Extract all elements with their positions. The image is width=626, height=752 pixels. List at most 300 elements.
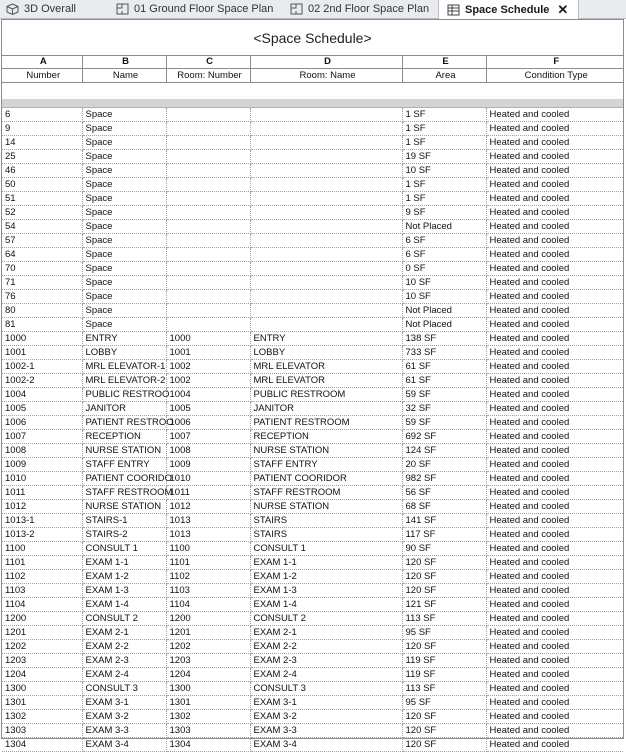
cell-name[interactable]: Space xyxy=(82,220,166,234)
cell-number[interactable]: 1013-1 xyxy=(2,514,82,528)
cell-room-number[interactable] xyxy=(166,276,250,290)
cell-room-number[interactable]: 1010 xyxy=(166,472,250,486)
table-row[interactable] xyxy=(2,654,623,668)
cell-room-number[interactable]: 1302 xyxy=(166,710,250,724)
cell-number[interactable]: 1201 xyxy=(2,626,82,640)
column-letter[interactable]: D xyxy=(250,56,402,69)
cell-number[interactable]: 1200 xyxy=(2,612,82,626)
cell-room-number[interactable]: 1102 xyxy=(166,570,250,584)
cell-room-number[interactable] xyxy=(166,220,250,234)
cell-room-number[interactable]: 1101 xyxy=(166,556,250,570)
cell-condition-type[interactable]: Heated and cooled xyxy=(486,626,623,640)
cell-room-number[interactable]: 1000 xyxy=(166,332,250,346)
cell-room-name[interactable]: CONSULT 2 xyxy=(250,612,402,626)
table-row[interactable] xyxy=(2,150,623,164)
cell-room-name[interactable]: EXAM 1-3 xyxy=(250,584,402,598)
cell-area[interactable]: 113 SF xyxy=(402,682,486,696)
table-row[interactable] xyxy=(2,234,623,248)
cell-room-number[interactable]: 1204 xyxy=(166,668,250,682)
cell-condition-type[interactable]: Heated and cooled xyxy=(486,346,623,360)
table-row[interactable] xyxy=(2,108,623,122)
table-row[interactable] xyxy=(2,136,623,150)
cell-area[interactable]: 141 SF xyxy=(402,514,486,528)
cell-number[interactable]: 51 xyxy=(2,192,82,206)
cell-area[interactable]: 120 SF xyxy=(402,724,486,738)
cell-area[interactable]: 59 SF xyxy=(402,416,486,430)
cell-room-name[interactable] xyxy=(250,318,402,332)
cell-condition-type[interactable]: Heated and cooled xyxy=(486,724,623,738)
cell-name[interactable]: STAFF ENTRY xyxy=(82,458,166,472)
cell-condition-type[interactable]: Heated and cooled xyxy=(486,696,623,710)
cell-area[interactable]: 113 SF xyxy=(402,612,486,626)
cell-name[interactable]: Space xyxy=(82,122,166,136)
cell-number[interactable]: 1004 xyxy=(2,388,82,402)
cell-area[interactable]: 6 SF xyxy=(402,234,486,248)
cell-number[interactable]: 1304 xyxy=(2,738,82,752)
cell-condition-type[interactable]: Heated and cooled xyxy=(486,612,623,626)
cell-area[interactable]: 692 SF xyxy=(402,430,486,444)
column-header-room-name[interactable]: Room: Name xyxy=(250,69,402,83)
cell-room-name[interactable] xyxy=(250,206,402,220)
cell-condition-type[interactable]: Heated and cooled xyxy=(486,682,623,696)
cell-number[interactable]: 71 xyxy=(2,276,82,290)
cell-name[interactable]: CONSULT 3 xyxy=(82,682,166,696)
cell-area[interactable]: 120 SF xyxy=(402,710,486,724)
cell-room-name[interactable]: NURSE STATION xyxy=(250,500,402,514)
cell-area[interactable]: 119 SF xyxy=(402,668,486,682)
cell-number[interactable]: 50 xyxy=(2,178,82,192)
cell-room-name[interactable]: JANITOR xyxy=(250,402,402,416)
cell-area[interactable]: 982 SF xyxy=(402,472,486,486)
cell-room-number[interactable]: 1203 xyxy=(166,654,250,668)
cell-number[interactable]: 25 xyxy=(2,150,82,164)
tab-space-schedule[interactable] xyxy=(438,0,579,19)
cell-room-number[interactable] xyxy=(166,150,250,164)
cell-area[interactable]: 95 SF xyxy=(402,626,486,640)
cell-room-name[interactable] xyxy=(250,220,402,234)
cell-condition-type[interactable]: Heated and cooled xyxy=(486,332,623,346)
cell-room-name[interactable]: CONSULT 1 xyxy=(250,542,402,556)
cell-number[interactable]: 46 xyxy=(2,164,82,178)
cell-name[interactable]: MRL ELEVATOR-1 xyxy=(82,360,166,374)
cell-number[interactable]: 1303 xyxy=(2,724,82,738)
cell-name[interactable]: STAFF RESTROOM xyxy=(82,486,166,500)
cell-room-number[interactable]: 1202 xyxy=(166,640,250,654)
cell-number[interactable]: 80 xyxy=(2,304,82,318)
cell-room-number[interactable]: 1007 xyxy=(166,430,250,444)
table-row[interactable] xyxy=(2,640,623,654)
cell-condition-type[interactable]: Heated and cooled xyxy=(486,360,623,374)
cell-room-number[interactable] xyxy=(166,234,250,248)
table-row[interactable] xyxy=(2,514,623,528)
table-row[interactable] xyxy=(2,374,623,388)
cell-room-number[interactable]: 1303 xyxy=(166,724,250,738)
table-row[interactable] xyxy=(2,318,623,332)
cell-room-number[interactable] xyxy=(166,290,250,304)
cell-room-name[interactable] xyxy=(250,136,402,150)
cell-room-number[interactable] xyxy=(166,192,250,206)
cell-room-name[interactable]: EXAM 3-2 xyxy=(250,710,402,724)
cell-condition-type[interactable]: Heated and cooled xyxy=(486,458,623,472)
cell-condition-type[interactable]: Heated and cooled xyxy=(486,640,623,654)
cell-condition-type[interactable]: Heated and cooled xyxy=(486,668,623,682)
cell-area[interactable]: 1 SF xyxy=(402,178,486,192)
table-row[interactable] xyxy=(2,500,623,514)
cell-name[interactable]: STAIRS-2 xyxy=(82,528,166,542)
cell-area[interactable]: 121 SF xyxy=(402,598,486,612)
cell-condition-type[interactable]: Heated and cooled xyxy=(486,150,623,164)
table-row[interactable] xyxy=(2,738,623,752)
cell-condition-type[interactable]: Heated and cooled xyxy=(486,262,623,276)
table-row[interactable] xyxy=(2,556,623,570)
cell-room-name[interactable]: EXAM 3-1 xyxy=(250,696,402,710)
column-letter[interactable]: E xyxy=(402,56,486,69)
table-row[interactable] xyxy=(2,206,623,220)
cell-room-number[interactable] xyxy=(166,108,250,122)
cell-condition-type[interactable]: Heated and cooled xyxy=(486,374,623,388)
cell-name[interactable]: EXAM 1-2 xyxy=(82,570,166,584)
column-header-name[interactable]: Name xyxy=(82,69,166,83)
cell-room-number[interactable]: 1013 xyxy=(166,528,250,542)
table-row[interactable] xyxy=(2,724,623,738)
cell-name[interactable]: Space xyxy=(82,206,166,220)
cell-area[interactable]: 9 SF xyxy=(402,206,486,220)
table-row[interactable] xyxy=(2,164,623,178)
cell-area[interactable]: 124 SF xyxy=(402,444,486,458)
cell-condition-type[interactable]: Heated and cooled xyxy=(486,122,623,136)
cell-number[interactable]: 54 xyxy=(2,220,82,234)
cell-area[interactable]: Not Placed xyxy=(402,220,486,234)
cell-room-number[interactable]: 1006 xyxy=(166,416,250,430)
cell-area[interactable]: Not Placed xyxy=(402,304,486,318)
cell-room-name[interactable] xyxy=(250,276,402,290)
cell-room-number[interactable]: 1011 xyxy=(166,486,250,500)
cell-room-number[interactable]: 1005 xyxy=(166,402,250,416)
cell-room-number[interactable]: 1001 xyxy=(166,346,250,360)
cell-condition-type[interactable]: Heated and cooled xyxy=(486,220,623,234)
cell-name[interactable]: Space xyxy=(82,234,166,248)
cell-condition-type[interactable]: Heated and cooled xyxy=(486,444,623,458)
cell-condition-type[interactable]: Heated and cooled xyxy=(486,192,623,206)
table-row[interactable] xyxy=(2,248,623,262)
cell-area[interactable]: 120 SF xyxy=(402,738,486,752)
cell-room-number[interactable] xyxy=(166,318,250,332)
cell-name[interactable]: Space xyxy=(82,318,166,332)
cell-area[interactable]: 120 SF xyxy=(402,570,486,584)
table-row[interactable] xyxy=(2,276,623,290)
table-row[interactable] xyxy=(2,402,623,416)
cell-room-name[interactable]: EXAM 3-4 xyxy=(250,738,402,752)
column-letter[interactable]: A xyxy=(2,56,82,69)
cell-area[interactable]: 32 SF xyxy=(402,402,486,416)
table-row[interactable] xyxy=(2,290,623,304)
cell-condition-type[interactable]: Heated and cooled xyxy=(486,598,623,612)
cell-condition-type[interactable]: Heated and cooled xyxy=(486,738,623,752)
cell-condition-type[interactable]: Heated and cooled xyxy=(486,402,623,416)
cell-name[interactable]: PATIENT COORIDO xyxy=(82,472,166,486)
cell-room-number[interactable]: 1002 xyxy=(166,360,250,374)
cell-area[interactable]: 61 SF xyxy=(402,374,486,388)
cell-name[interactable]: EXAM 2-1 xyxy=(82,626,166,640)
table-row[interactable] xyxy=(2,178,623,192)
cell-room-number[interactable]: 1300 xyxy=(166,682,250,696)
cell-condition-type[interactable]: Heated and cooled xyxy=(486,542,623,556)
cell-name[interactable]: EXAM 2-3 xyxy=(82,654,166,668)
cell-area[interactable]: 0 SF xyxy=(402,262,486,276)
cell-room-number[interactable]: 1200 xyxy=(166,612,250,626)
table-row[interactable] xyxy=(2,486,623,500)
table-row[interactable] xyxy=(2,444,623,458)
cell-number[interactable]: 1202 xyxy=(2,640,82,654)
cell-room-name[interactable]: MRL ELEVATOR xyxy=(250,374,402,388)
cell-name[interactable]: Space xyxy=(82,248,166,262)
cell-name[interactable]: Space xyxy=(82,192,166,206)
cell-area[interactable]: 19 SF xyxy=(402,150,486,164)
cell-room-number[interactable] xyxy=(166,262,250,276)
cell-room-name[interactable]: STAIRS xyxy=(250,528,402,542)
cell-number[interactable]: 14 xyxy=(2,136,82,150)
cell-room-name[interactable] xyxy=(250,122,402,136)
cell-number[interactable]: 64 xyxy=(2,248,82,262)
cell-room-name[interactable]: EXAM 2-4 xyxy=(250,668,402,682)
cell-room-name[interactable]: LOBBY xyxy=(250,346,402,360)
cell-number[interactable]: 1300 xyxy=(2,682,82,696)
cell-room-number[interactable]: 1304 xyxy=(166,738,250,752)
column-header-number[interactable]: Number xyxy=(2,69,82,83)
table-row[interactable] xyxy=(2,122,623,136)
cell-area[interactable]: 119 SF xyxy=(402,654,486,668)
cell-room-name[interactable]: NURSE STATION xyxy=(250,444,402,458)
table-row[interactable] xyxy=(2,542,623,556)
tab-3d-overall[interactable] xyxy=(6,0,76,18)
table-row[interactable] xyxy=(2,388,623,402)
cell-room-number[interactable]: 1002 xyxy=(166,374,250,388)
cell-area[interactable]: 120 SF xyxy=(402,584,486,598)
cell-name[interactable]: EXAM 3-4 xyxy=(82,738,166,752)
cell-area[interactable]: 90 SF xyxy=(402,542,486,556)
cell-number[interactable]: 1203 xyxy=(2,654,82,668)
cell-area[interactable]: Not Placed xyxy=(402,318,486,332)
cell-room-name[interactable]: MRL ELEVATOR xyxy=(250,360,402,374)
cell-condition-type[interactable]: Heated and cooled xyxy=(486,570,623,584)
cell-room-name[interactable]: RECEPTION xyxy=(250,430,402,444)
cell-name[interactable]: NURSE STATION xyxy=(82,444,166,458)
cell-area[interactable]: 10 SF xyxy=(402,276,486,290)
cell-condition-type[interactable]: Heated and cooled xyxy=(486,584,623,598)
cell-name[interactable]: PATIENT RESTROO xyxy=(82,416,166,430)
cell-area[interactable]: 1 SF xyxy=(402,108,486,122)
cell-condition-type[interactable]: Heated and cooled xyxy=(486,514,623,528)
cell-name[interactable]: JANITOR xyxy=(82,402,166,416)
cell-name[interactable]: CONSULT 1 xyxy=(82,542,166,556)
cell-condition-type[interactable]: Heated and cooled xyxy=(486,276,623,290)
cell-name[interactable]: Space xyxy=(82,136,166,150)
table-row[interactable] xyxy=(2,346,623,360)
cell-room-number[interactable]: 1103 xyxy=(166,584,250,598)
cell-area[interactable]: 10 SF xyxy=(402,164,486,178)
cell-name[interactable]: Space xyxy=(82,304,166,318)
cell-room-name[interactable] xyxy=(250,304,402,318)
cell-room-number[interactable] xyxy=(166,122,250,136)
cell-name[interactable]: EXAM 3-1 xyxy=(82,696,166,710)
cell-number[interactable]: 1000 xyxy=(2,332,82,346)
table-row[interactable] xyxy=(2,332,623,346)
cell-number[interactable]: 70 xyxy=(2,262,82,276)
cell-name[interactable]: NURSE STATION xyxy=(82,500,166,514)
cell-room-name[interactable]: STAIRS xyxy=(250,514,402,528)
cell-condition-type[interactable]: Heated and cooled xyxy=(486,654,623,668)
cell-name[interactable]: EXAM 3-2 xyxy=(82,710,166,724)
cell-condition-type[interactable]: Heated and cooled xyxy=(486,290,623,304)
cell-area[interactable]: 56 SF xyxy=(402,486,486,500)
cell-area[interactable]: 120 SF xyxy=(402,556,486,570)
table-row[interactable] xyxy=(2,626,623,640)
cell-area[interactable]: 59 SF xyxy=(402,388,486,402)
table-row[interactable] xyxy=(2,416,623,430)
cell-condition-type[interactable]: Heated and cooled xyxy=(486,472,623,486)
cell-condition-type[interactable]: Heated and cooled xyxy=(486,416,623,430)
cell-room-number[interactable]: 1201 xyxy=(166,626,250,640)
cell-number[interactable]: 1008 xyxy=(2,444,82,458)
cell-room-name[interactable]: PATIENT COORIDOR xyxy=(250,472,402,486)
cell-number[interactable]: 9 xyxy=(2,122,82,136)
table-row[interactable] xyxy=(2,710,623,724)
cell-room-number[interactable]: 1004 xyxy=(166,388,250,402)
cell-name[interactable]: CONSULT 2 xyxy=(82,612,166,626)
cell-number[interactable]: 1013-2 xyxy=(2,528,82,542)
cell-condition-type[interactable]: Heated and cooled xyxy=(486,234,623,248)
cell-room-number[interactable] xyxy=(166,164,250,178)
cell-name[interactable]: RECEPTION xyxy=(82,430,166,444)
cell-name[interactable]: Space xyxy=(82,262,166,276)
cell-number[interactable]: 1002-1 xyxy=(2,360,82,374)
cell-number[interactable]: 1001 xyxy=(2,346,82,360)
cell-condition-type[interactable]: Heated and cooled xyxy=(486,108,623,122)
cell-number[interactable]: 1010 xyxy=(2,472,82,486)
cell-area[interactable]: 1 SF xyxy=(402,122,486,136)
table-row[interactable] xyxy=(2,430,623,444)
cell-condition-type[interactable]: Heated and cooled xyxy=(486,178,623,192)
cell-number[interactable]: 1009 xyxy=(2,458,82,472)
cell-number[interactable]: 1204 xyxy=(2,668,82,682)
cell-number[interactable]: 1100 xyxy=(2,542,82,556)
cell-number[interactable]: 1101 xyxy=(2,556,82,570)
cell-name[interactable]: EXAM 1-3 xyxy=(82,584,166,598)
cell-number[interactable]: 57 xyxy=(2,234,82,248)
cell-room-name[interactable]: PATIENT RESTROOM xyxy=(250,416,402,430)
table-row[interactable] xyxy=(2,612,623,626)
cell-name[interactable]: Space xyxy=(82,290,166,304)
cell-name[interactable]: Space xyxy=(82,276,166,290)
cell-room-name[interactable] xyxy=(250,164,402,178)
cell-room-number[interactable]: 1013 xyxy=(166,514,250,528)
tab-ground-floor-plan[interactable] xyxy=(116,0,273,18)
cell-room-name[interactable]: ENTRY xyxy=(250,332,402,346)
cell-name[interactable]: Space xyxy=(82,150,166,164)
cell-number[interactable]: 1302 xyxy=(2,710,82,724)
cell-area[interactable]: 6 SF xyxy=(402,248,486,262)
table-row[interactable] xyxy=(2,458,623,472)
cell-room-name[interactable] xyxy=(250,234,402,248)
table-row[interactable] xyxy=(2,668,623,682)
table-row[interactable] xyxy=(2,696,623,710)
cell-number[interactable]: 1102 xyxy=(2,570,82,584)
table-row[interactable] xyxy=(2,192,623,206)
column-letter[interactable]: F xyxy=(486,56,623,69)
cell-room-number[interactable] xyxy=(166,206,250,220)
cell-name[interactable]: PUBLIC RESTROO xyxy=(82,388,166,402)
cell-room-number[interactable]: 1012 xyxy=(166,500,250,514)
cell-condition-type[interactable]: Heated and cooled xyxy=(486,304,623,318)
cell-room-name[interactable] xyxy=(250,178,402,192)
cell-name[interactable]: EXAM 1-1 xyxy=(82,556,166,570)
cell-number[interactable]: 1002-2 xyxy=(2,374,82,388)
cell-area[interactable]: 20 SF xyxy=(402,458,486,472)
cell-number[interactable]: 1007 xyxy=(2,430,82,444)
cell-room-name[interactable]: CONSULT 3 xyxy=(250,682,402,696)
table-row[interactable] xyxy=(2,262,623,276)
column-header-room-number[interactable]: Room: Number xyxy=(166,69,250,83)
cell-number[interactable]: 1103 xyxy=(2,584,82,598)
column-header-condition-type[interactable]: Condition Type xyxy=(486,69,623,83)
cell-number[interactable]: 1011 xyxy=(2,486,82,500)
table-row[interactable] xyxy=(2,682,623,696)
cell-room-name[interactable] xyxy=(250,108,402,122)
cell-number[interactable]: 1006 xyxy=(2,416,82,430)
cell-area[interactable]: 117 SF xyxy=(402,528,486,542)
cell-room-name[interactable]: EXAM 1-4 xyxy=(250,598,402,612)
cell-number[interactable]: 76 xyxy=(2,290,82,304)
cell-condition-type[interactable]: Heated and cooled xyxy=(486,248,623,262)
cell-room-name[interactable]: EXAM 2-3 xyxy=(250,654,402,668)
cell-room-name[interactable] xyxy=(250,150,402,164)
cell-name[interactable]: ENTRY xyxy=(82,332,166,346)
cell-area[interactable]: 1 SF xyxy=(402,192,486,206)
cell-number[interactable]: 1012 xyxy=(2,500,82,514)
tab-2nd-floor-plan[interactable] xyxy=(290,0,429,18)
cell-condition-type[interactable]: Heated and cooled xyxy=(486,486,623,500)
cell-room-name[interactable] xyxy=(250,248,402,262)
cell-room-number[interactable] xyxy=(166,136,250,150)
cell-name[interactable]: Space xyxy=(82,164,166,178)
table-row[interactable] xyxy=(2,360,623,374)
cell-condition-type[interactable]: Heated and cooled xyxy=(486,528,623,542)
cell-room-name[interactable]: STAFF RESTROOM xyxy=(250,486,402,500)
cell-number[interactable]: 1301 xyxy=(2,696,82,710)
cell-condition-type[interactable]: Heated and cooled xyxy=(486,388,623,402)
cell-room-number[interactable] xyxy=(166,178,250,192)
cell-number[interactable]: 1104 xyxy=(2,598,82,612)
cell-condition-type[interactable]: Heated and cooled xyxy=(486,430,623,444)
cell-name[interactable]: EXAM 3-3 xyxy=(82,724,166,738)
cell-room-number[interactable]: 1301 xyxy=(166,696,250,710)
cell-room-number[interactable]: 1104 xyxy=(166,598,250,612)
cell-condition-type[interactable]: Heated and cooled xyxy=(486,500,623,514)
cell-room-name[interactable]: STAFF ENTRY xyxy=(250,458,402,472)
cell-area[interactable]: 10 SF xyxy=(402,290,486,304)
table-row[interactable] xyxy=(2,584,623,598)
cell-room-name[interactable]: EXAM 1-1 xyxy=(250,556,402,570)
cell-condition-type[interactable]: Heated and cooled xyxy=(486,556,623,570)
column-letter[interactable]: C xyxy=(166,56,250,69)
table-row[interactable] xyxy=(2,570,623,584)
cell-room-name[interactable]: EXAM 1-2 xyxy=(250,570,402,584)
cell-room-number[interactable] xyxy=(166,248,250,262)
cell-name[interactable]: Space xyxy=(82,108,166,122)
cell-room-number[interactable]: 1009 xyxy=(166,458,250,472)
cell-number[interactable]: 52 xyxy=(2,206,82,220)
cell-room-number[interactable]: 1100 xyxy=(166,542,250,556)
